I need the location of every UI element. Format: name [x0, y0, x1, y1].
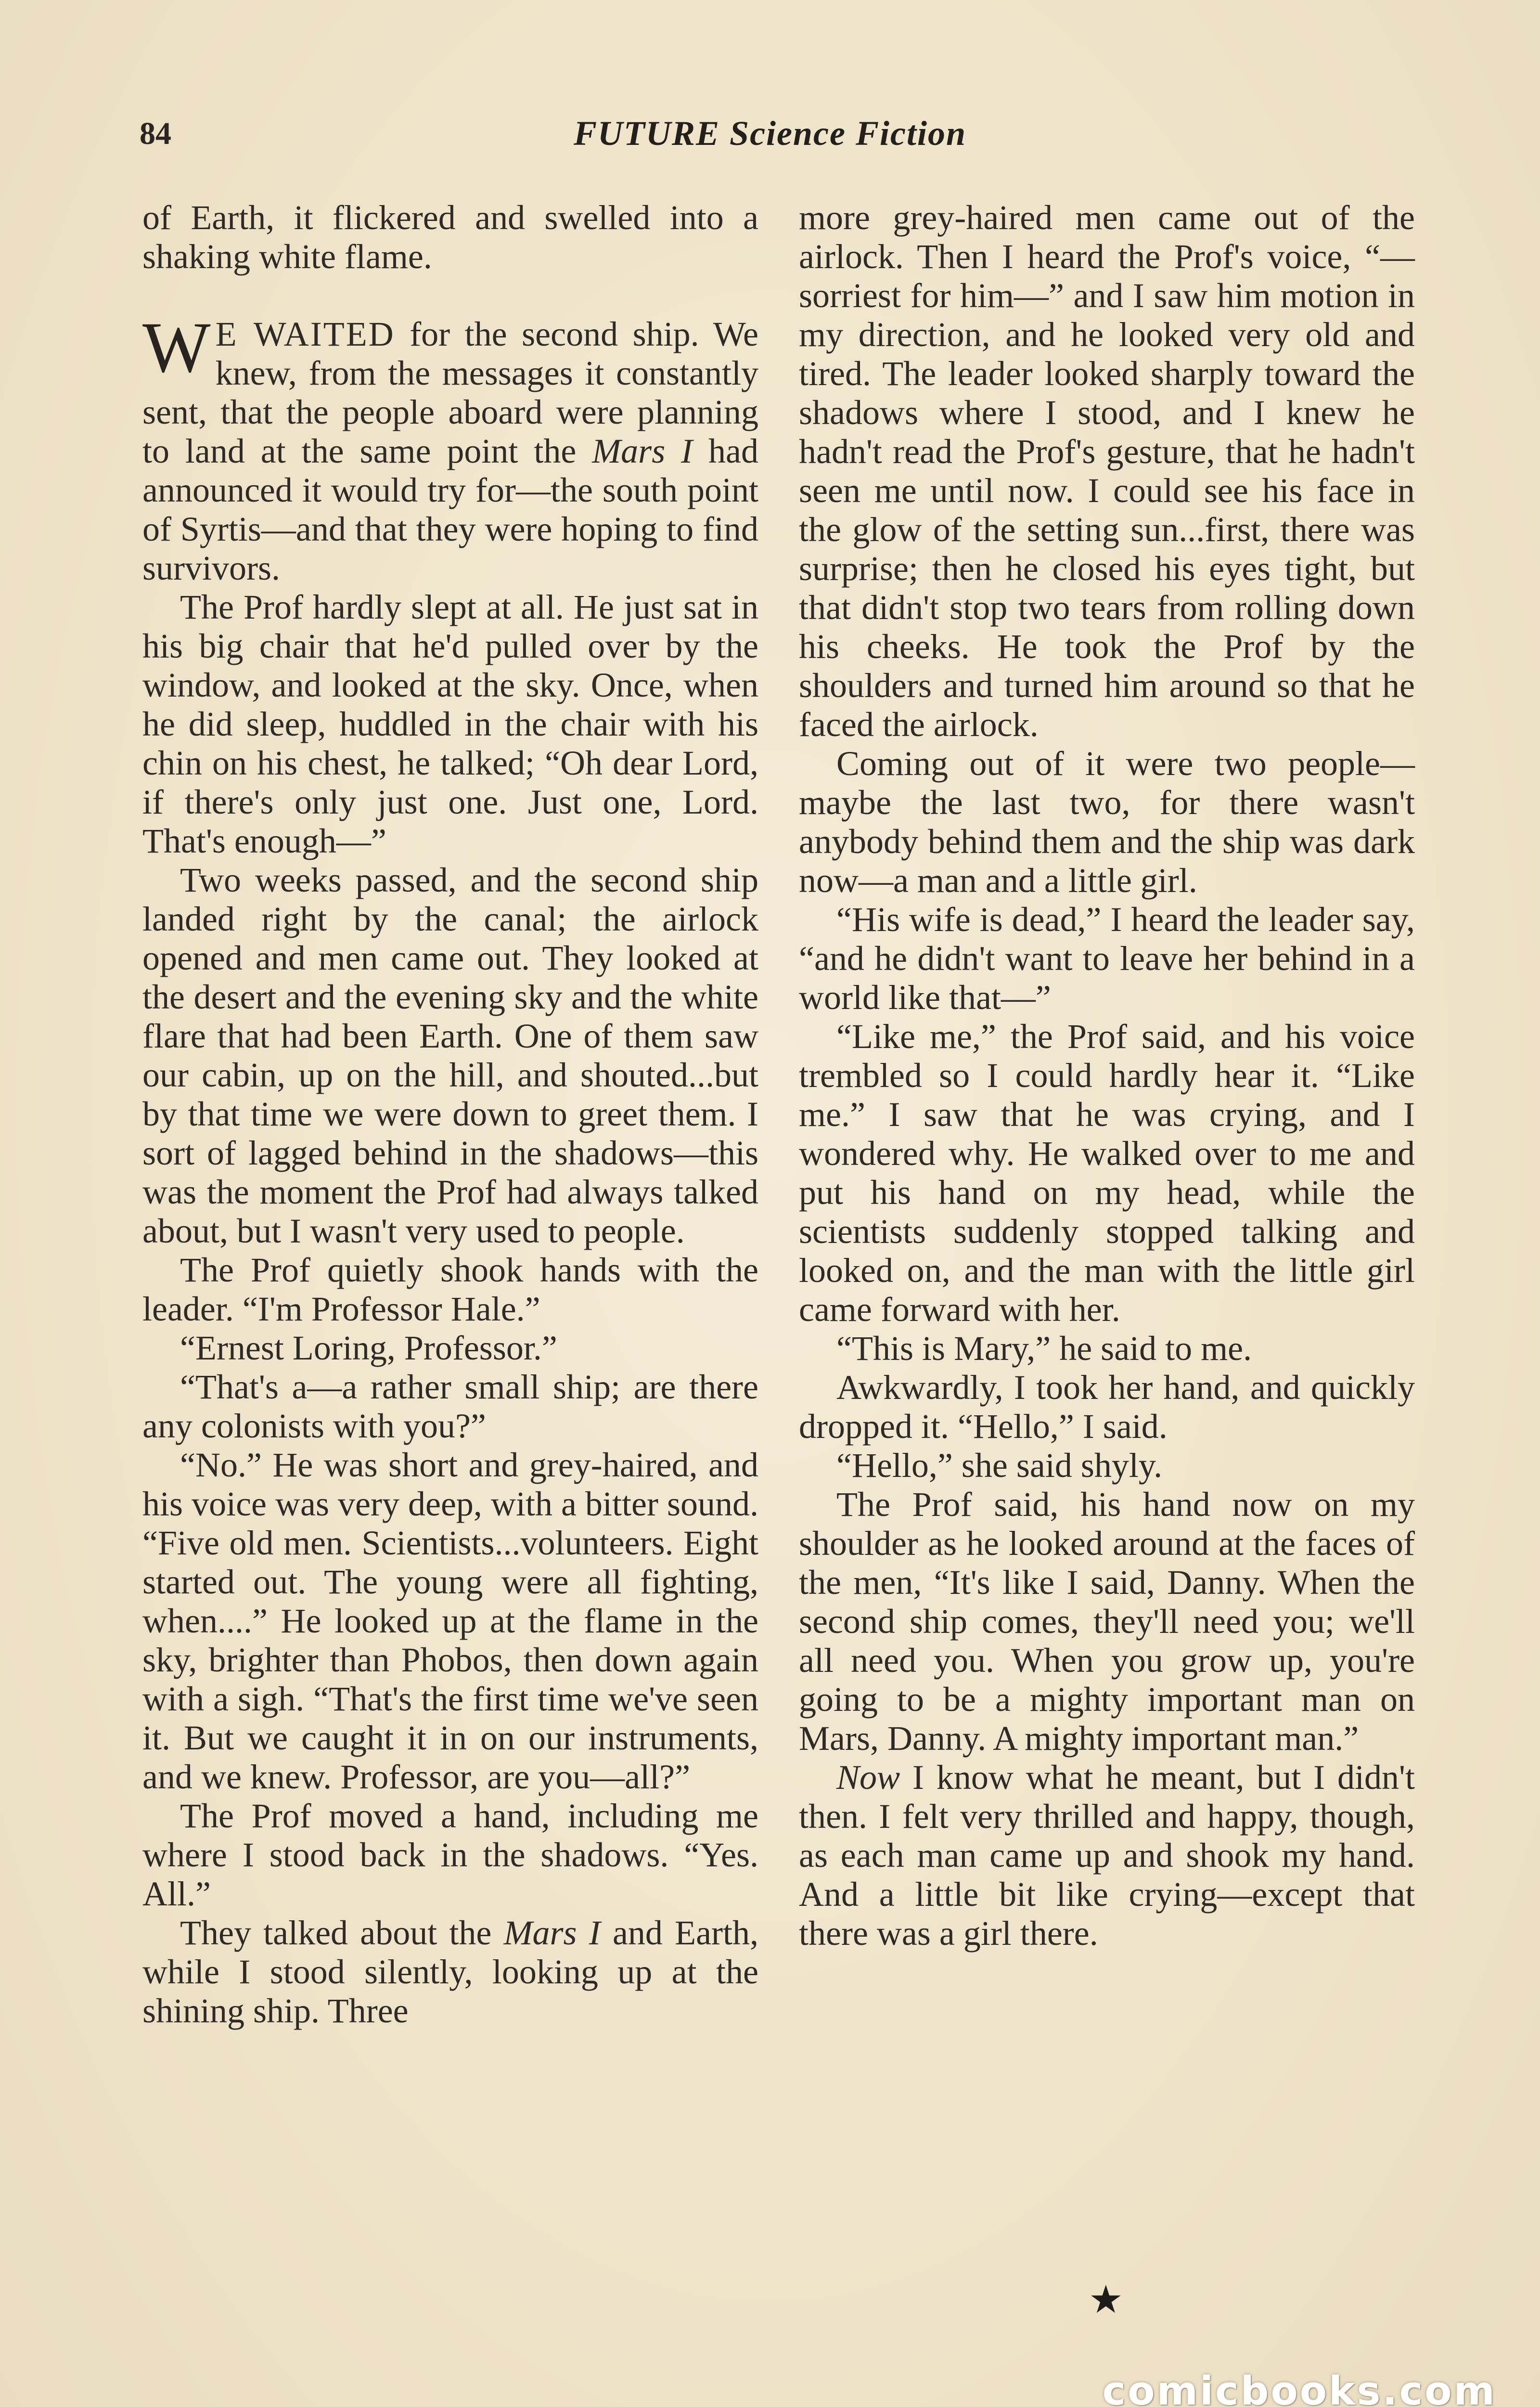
paragraph: The Prof quietly shook hands with the leader. “I'm Professor Hale.” [142, 1251, 758, 1328]
paragraph: The Prof hardly slept at all. He just sat in his big chair that he'd pulled over by the window, and looked at the sky. Once, when he did sleep, huddled in the chair with his chin on his chest, he talked; “Oh dear Lord, if there's only just one. Just one, Lord. That's enough—” [142, 588, 758, 860]
ship-name: Mars I [503, 1914, 601, 1952]
paragraph [142, 1914, 758, 2031]
emphasis: Now [836, 1758, 900, 1797]
paragraph [799, 1758, 1415, 1953]
paragraph: Two weeks passed, and the second ship landed right by the canal; the airlock opened and men came out. They looked at the desert and the evening sky and the white flare that had been Earth. One of them saw our cabin, up on the hill, and shouted...but by that time we were down to greet them. I sort of lagged behind in the shadows—this was the moment the Prof had always talked about, but I wasn't very used to people. [142, 861, 758, 1250]
right-column [799, 198, 1415, 1953]
paragraph: “Like me,” the Prof said, and his voice trembled so I could hardly hear it. “Like me.” I saw that he was crying, and I wondered why. He walked over to me and put his hand on my head, while the scientists suddenly stopped talking and looked on, and the man with the little girl came forward with her. [799, 1017, 1415, 1329]
paragraph: Awkwardly, I took her hand, and quickly dropped it. “Hello,” I said. [799, 1368, 1415, 1446]
paragraph: “Hello,” she said shyly. [836, 1446, 1163, 1485]
text-run: for the second ship. We knew, from the messages it constantly sent, that the people aboard were planning to land at the same point the [142, 315, 758, 470]
running-head: FUTURE Science Fiction [574, 114, 966, 153]
page-number: 84 [140, 116, 171, 151]
paragraph: “Ernest Loring, Professor.” [180, 1329, 557, 1367]
paragraph: The Prof moved a hand, including me where I stood back in the shadows. “Yes. All.” [142, 1797, 758, 1913]
paragraph: “His wife is dead,” I heard the leader say, “and he didn't want to leave her behind in a world like that—” [799, 900, 1415, 1017]
text-run: and Earth, while I stood silently, looking up at the shining ship. Three [142, 1914, 759, 2030]
paragraph: “That's a—a rather small ship; are there any colonists with you?” [142, 1368, 758, 1445]
ship-name: Mars I [592, 432, 693, 470]
paragraph: more grey-haired men came out of the airlock. Then I heard the Prof's voice, “—sorriest for him—” and I saw him motion in my direction, and he looked very old and tired. The leader looked sharply toward the shadows where I stood, and I knew he hadn't read the Prof's gesture, that he hadn't seen me until now. I could see his face in the glow of the setting sun...first, there was surprise; then he closed his eyes tight, but that didn't stop two tears from rolling down his cheeks. He took the Prof by the shoulders and turned him around so that he faced the airlock. [799, 198, 1415, 744]
paragraph: The Prof said, his hand now on my shoulder as he looked around at the faces of the men, “It's like I said, Danny. When the second ship comes, they'll need you; we'll all need you. When you grow up, you're going to be a mighty important man on Mars, Danny. A mighty important man.” [799, 1485, 1415, 1758]
paragraph-dropcap [142, 308, 758, 588]
paragraph: “This is Mary,” he said to me. [836, 1329, 1252, 1368]
small-caps-lead: E WAITED [215, 315, 395, 353]
paragraph: “No.” He was short and grey-haired, and his voice was very deep, with a bitter sound. “Five old men. Scientists...volunteers. Eight started out. The young were all fighting, when....” He looked up at the flame in the sky, brighter than Phobos, then down again with a sigh. “That's the first time we've seen it. But we caught it in on our instruments, and we knew. Professor, are you—all?” [142, 1446, 758, 1796]
paragraph: of Earth, it flickered and swelled into a shaking white flame. [142, 198, 758, 276]
paragraph: Coming out of it were two people—maybe the last two, for there wasn't anybody behind them and the ship was dark now—a man and a little girl. [799, 744, 1415, 900]
text-run: had announced it would try for—the south point of Syrtis—and that they were hoping to find survivors. [142, 432, 758, 587]
watermark: comicbooks.com [1102, 2368, 1497, 2407]
text-run: I know what he meant, but I didn't then. I felt very thrilled and happy, though, as each man came up and shook my hand. And a little bit like crying—except that there was a girl there. [799, 1758, 1415, 1953]
end-star-icon: ★ [1089, 2279, 1123, 2321]
text-run: They talked about the [180, 1914, 504, 1952]
left-column [142, 198, 758, 2031]
drop-cap: W [142, 308, 211, 388]
